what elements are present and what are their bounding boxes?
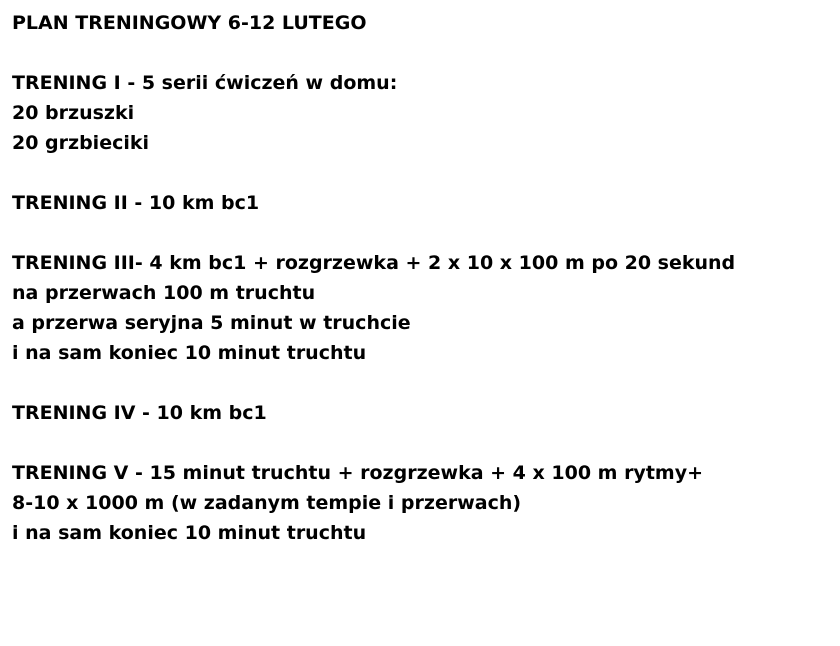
training-3-heading: TRENING III- 4 km bc1 + rozgrzewka + 2 x 10 x 100 m po 20 sekund [12, 252, 736, 274]
training-5-section [12, 458, 832, 548]
spacer [12, 218, 832, 248]
training-4-section [12, 398, 832, 428]
training-1-heading: TRENING I - 5 serii ćwiczeń w domu: [12, 72, 398, 94]
training-3-line-3: a przerwa seryjna 5 minut w truchcie [12, 312, 411, 334]
training-3-line-4: i na sam koniec 10 minut truchtu [12, 342, 367, 364]
training-5-heading: TRENING V - 15 minut truchtu + rozgrzewka + 4 x 100 m rytmy+ [12, 462, 704, 484]
training-4-heading: TRENING IV - 10 km bc1 [12, 402, 267, 424]
training-5-line-3: i na sam koniec 10 minut truchtu [12, 522, 367, 544]
training-plan-document [12, 8, 832, 548]
training-1-line-3: 20 grzbieciki [12, 132, 150, 154]
training-2-heading: TRENING II - 10 km bc1 [12, 192, 260, 214]
spacer [12, 38, 832, 68]
training-3-line-2: na przerwach 100 m truchtu [12, 282, 316, 304]
spacer [12, 428, 832, 458]
spacer [12, 368, 832, 398]
spacer [12, 158, 832, 188]
training-1-line-2: 20 brzuszki [12, 102, 135, 124]
training-5-line-2: 8-10 x 1000 m (w zadanym tempie i przerwach) [12, 492, 522, 514]
training-3-section [12, 248, 832, 368]
training-2-section [12, 188, 832, 218]
training-1-section [12, 68, 832, 158]
document-title: PLAN TRENINGOWY 6-12 LUTEGO [12, 12, 367, 34]
